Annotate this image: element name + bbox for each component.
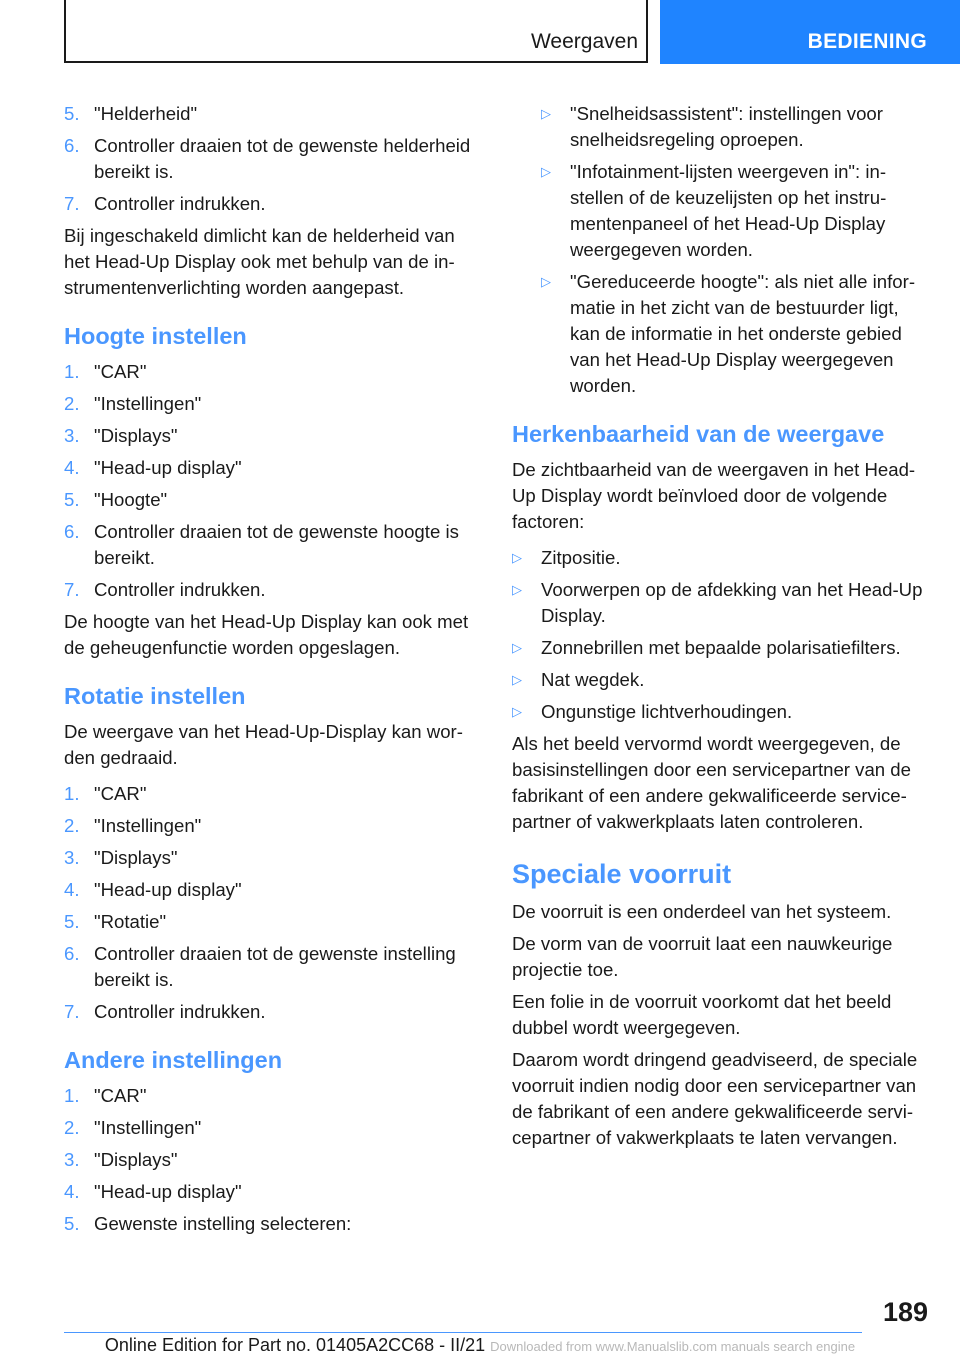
heading-other-settings: Andere instellingen xyxy=(64,1047,283,1073)
triangle-bullet-icon: ▷ xyxy=(512,704,522,719)
list-item: ▷ Voorwerpen op de afdekking van het Head-Up Display. xyxy=(512,579,923,626)
heading-windscreen: Speciale voorruit xyxy=(512,859,732,889)
triangle-bullet-icon: ▷ xyxy=(512,550,522,565)
list-item: 5. "Helderheid" xyxy=(64,103,198,124)
steps-other xyxy=(64,1083,484,1237)
left-column xyxy=(64,101,484,1243)
list-item: 6. Controller draaien tot de gewenste hoogte is bereikt. xyxy=(64,521,459,568)
list-item: ▷ Zitpositie. xyxy=(512,545,932,571)
list-item: ▷ Ongunstige lichtverhoudingen. xyxy=(512,699,932,725)
paragraph-rotation: De weergave van het Head-Up-Display kan worden gedraaid. xyxy=(64,721,463,768)
paragraph-height-memory: De hoogte van het Head-Up Display kan ook met de geheugenfunctie worden opgeslagen. xyxy=(64,611,469,658)
triangle-bullet-icon: ▷ xyxy=(541,106,551,121)
heading-visibility: Herkenbaarheid van de weergave xyxy=(512,421,885,447)
list-item: 1. "CAR" xyxy=(64,1085,147,1106)
list-item: 2. "Instellingen" xyxy=(64,1117,202,1138)
list-item: ▷ Nat wegdek. xyxy=(512,667,932,693)
list-item: 2. "Instellingen" xyxy=(64,393,202,414)
paragraph-windscreen-3: Een folie in de voorruit voorkomt dat het beeld dubbel wordt weergegeven. xyxy=(512,991,892,1038)
section-title: Weergaven xyxy=(530,30,638,53)
list-item: 4. "Head-up display" xyxy=(64,879,242,900)
paragraph-windscreen-1: De voorruit is een onderdeel van het systeem. xyxy=(512,901,892,922)
triangle-bullet-icon: ▷ xyxy=(512,640,522,655)
heading-rotation: Rotatie instellen xyxy=(64,683,246,709)
footer-watermark: Downloaded from www.Manualslib.com manuals search engine xyxy=(490,1339,856,1354)
paragraph-windscreen-4: Daarom wordt dringend geadviseerd, de speciale voorruit indien nodig door een servicepartner van de fabrikant of een andere gekwalificeerde servicepartner of vakwerkplaats te laten vervangen. xyxy=(512,1049,918,1148)
list-item: 6. Controller draaien tot de gewenste helderheid bereikt is. xyxy=(64,135,471,182)
page-number: 189 xyxy=(882,1297,928,1327)
paragraph-visibility: De zichtbaarheid van de weergaven in het Head-Up Display wordt beïnvloed door de volgende factoren: xyxy=(512,459,916,532)
triangle-bullet-icon: ▷ xyxy=(541,164,551,179)
heading-height: Hoogte instellen xyxy=(64,323,247,349)
list-item: 6. Controller draaien tot de gewenste instelling bereikt is. xyxy=(64,943,456,990)
list-item: 3. "Displays" xyxy=(64,847,178,868)
list-item: 5. Gewenste instelling selecteren: xyxy=(64,1213,352,1234)
paragraph-dimlight: Bij ingeschakeld dimlicht kan de helderheid van het Head-Up Display ook met behulp van de instrumentenverlichting worden aangepast. xyxy=(64,225,455,298)
list-item: ▷ "Snelheidsassistent": instellingen voor snelheidsregeling oproepen. xyxy=(541,103,883,150)
list-item: 4. "Head-up display" xyxy=(64,457,242,478)
list-item: 5. "Rotatie" xyxy=(64,911,167,932)
list-item: 3. "Displays" xyxy=(64,425,178,446)
list-item: 1. "CAR" xyxy=(64,361,147,382)
paragraph-windscreen-2: De vorm van de voorruit laat een nauwkeurige projectie toe. xyxy=(512,933,893,980)
footer-divider xyxy=(64,1332,862,1333)
list-item: ▷ "Gereduceerde hoogte": als niet alle informatie in het zicht van de bestuurder ligt, kan de informatie in het onderste gebied van het Head-Up Display weergegeven worden. xyxy=(541,271,916,396)
right-column xyxy=(512,101,932,1157)
list-item: ▷ Zonnebrillen met bepaalde polarisatiefilters. xyxy=(512,635,932,661)
steps-height xyxy=(64,359,484,603)
list-item: 1. "CAR" xyxy=(64,783,147,804)
steps-rotation xyxy=(64,781,484,1025)
list-item: 7. Controller indrukken. xyxy=(64,579,266,600)
factors-list xyxy=(512,545,932,725)
list-item: 4. "Head-up display" xyxy=(64,1181,242,1202)
list-item: 7. Controller indrukken. xyxy=(64,1001,266,1022)
list-item: 2. "Instellingen" xyxy=(64,815,202,836)
triangle-bullet-icon: ▷ xyxy=(512,582,522,597)
chapter-tab: BEDIENING xyxy=(660,0,960,64)
triangle-bullet-icon: ▷ xyxy=(541,274,551,289)
steps-brightness xyxy=(64,101,484,217)
paragraph-distorted: Als het beeld vervormd wordt weergegeven, de basisinstellingen door een servicepartner van de fabrikant of een andere gekwalificeerde servicepartner of vakwerkplaats laten controleren. xyxy=(512,733,911,832)
footer-edition: Online Edition for Part no. 01405A2CC68 - II/21 Downloaded from www.Manualslib.com manuals search engine xyxy=(104,1335,856,1355)
list-item: 3. "Displays" xyxy=(64,1149,178,1170)
list-item: 7. Controller indrukken. xyxy=(64,193,266,214)
settings-bullets xyxy=(512,101,932,399)
list-item: ▷ "Infotainment-lijsten weergeven in": instellen of de keuzelijsten op het instrumentenpaneel of het Head-Up Display weergegeven worden. xyxy=(541,161,887,260)
triangle-bullet-icon: ▷ xyxy=(512,672,522,687)
list-item: 5. "Hoogte" xyxy=(64,489,168,510)
